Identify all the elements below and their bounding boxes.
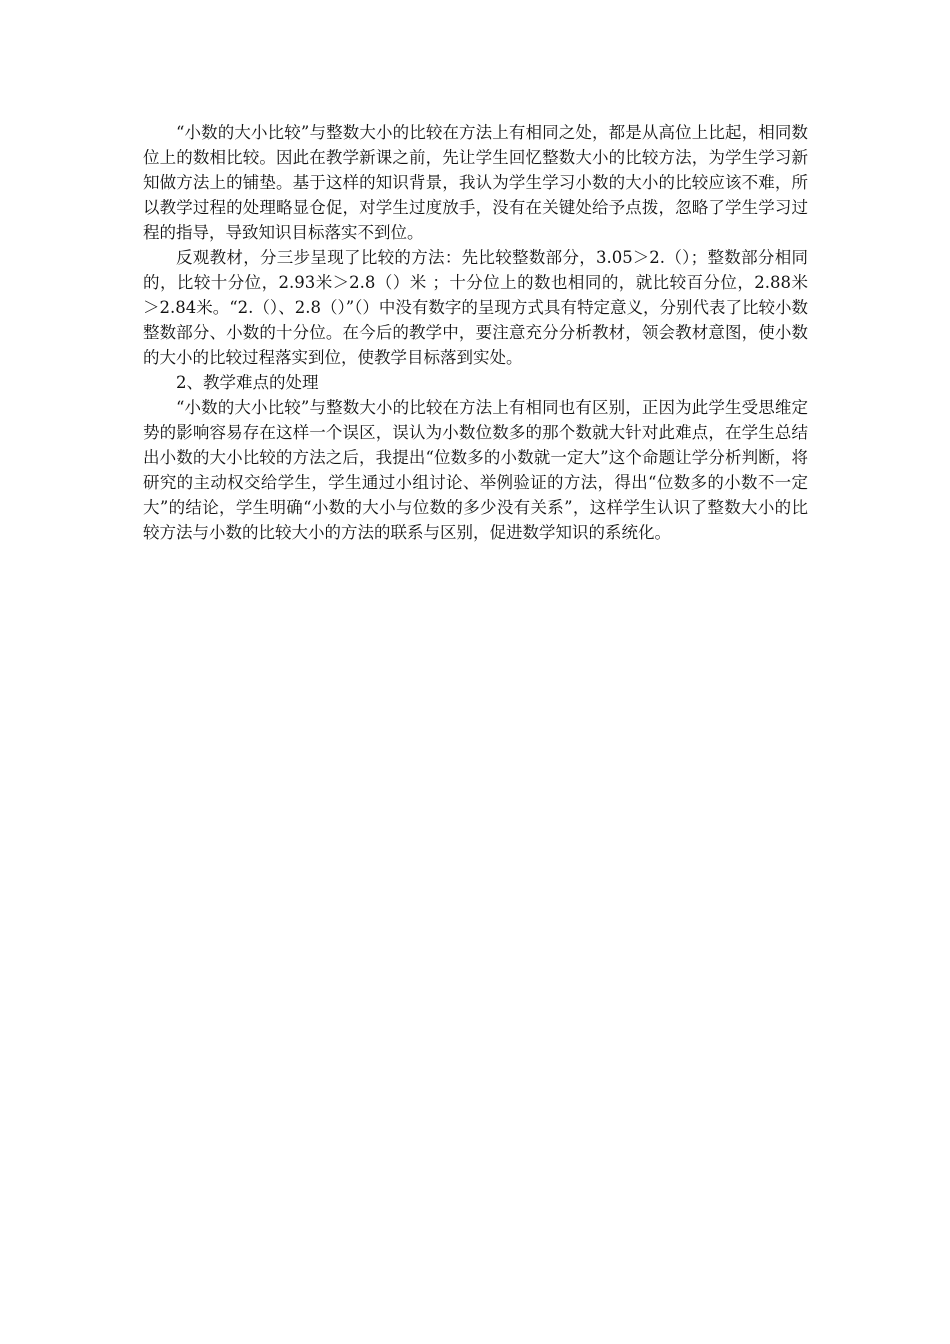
- paragraph-2: 反观教材，分三步呈现了比较的方法：先比较整数部分，3.05＞2.（）；整数部分相同的，比较十分位，2.93米＞2.8（）米 ；十分位上的数也相同的，就比较百分位，2.88米＞2.84米。“2.（）、2.8（）”（）中没有数字的呈现方式具有特定意义，分别代表了比较小数整数部分、小数的十分位。在今后的教学中，要注意充分分析教材，领会教材意图，使小数的大小的比较过程落实到位，使教学目标落到实处。: [143, 248, 808, 367]
- section-heading: 2、教学难点的处理: [176, 373, 319, 392]
- paragraph-3: “小数的大小比较”与整数大小的比较在方法上有相同也有区别，正因为此学生受思维定势的影响容易存在这样一个误区，误认为小数位数多的那个数就大针对此难点，在学生总结出小数的大小比较的方法之后，我提出“位数多的小数就一定大”这个命题让学分析判断，将研究的主动权交给学生，学生通过小组讨论、举例验证的方法，得出“位数多的小数不一定大”的结论，学生明确“小数的大小与位数的多少没有关系”，这样学生认识了整数大小的比较方法与小数的比较大小的方法的联系与区别，促进数学知识的系统化。: [143, 398, 808, 542]
- paragraph-1: “小数的大小比较”与整数大小的比较在方法上有相同之处，都是从高位上比起，相同数位上的数相比较。因此在教学新课之前，先让学生回忆整数大小的比较方法，为学生学习新知做方法上的铺垫。基于这样的知识背景，我认为学生学习小数的大小的比较应该不难，所以教学过程的处理略显仓促，对学生过度放手，没有在关键处给予点拨，忽略了学生学习过程的指导，导致知识目标落实不到位。: [143, 123, 808, 242]
- document-body: [143, 120, 808, 545]
